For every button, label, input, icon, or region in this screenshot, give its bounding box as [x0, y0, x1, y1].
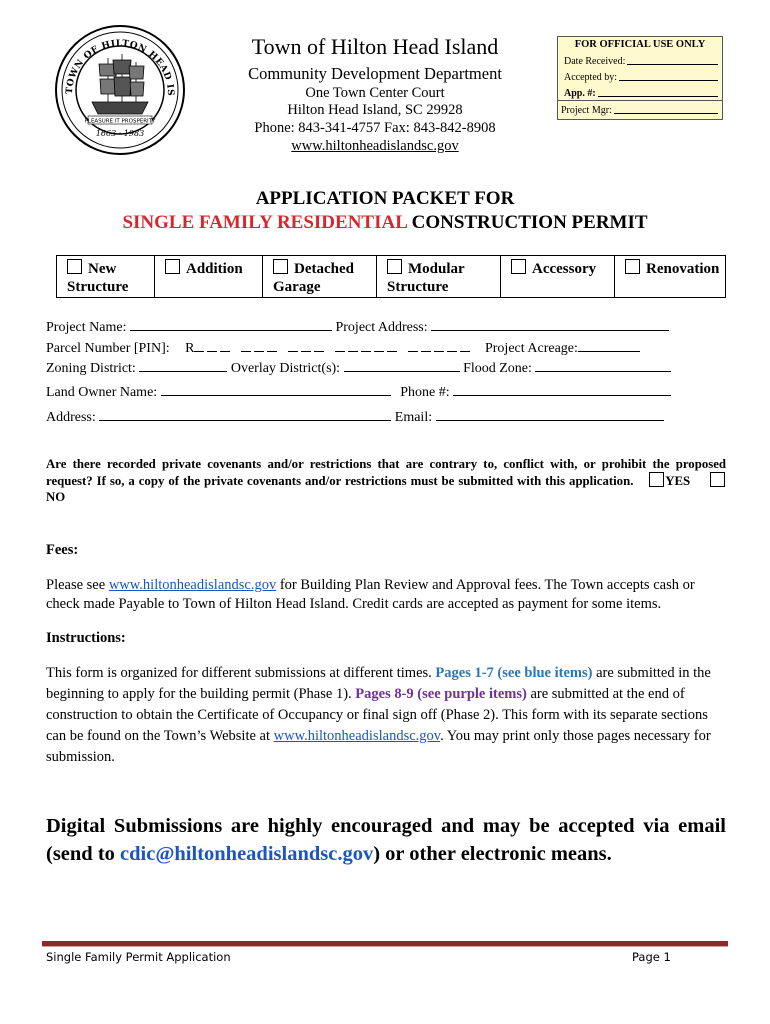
- type-label: Garage: [273, 279, 321, 295]
- owner-email-input[interactable]: [436, 408, 664, 421]
- instructions-paragraph: [46, 663, 726, 768]
- type-label: Detached: [294, 261, 354, 277]
- type-modular-structure[interactable]: [377, 256, 501, 297]
- type-label: Accessory: [532, 261, 597, 277]
- type-detached-garage[interactable]: [263, 256, 377, 297]
- official-use-title: FOR OFFICIAL USE ONLY: [574, 39, 706, 50]
- footer-page-number: Page 1: [632, 950, 671, 964]
- digital-text: ) or other electronic means.: [373, 843, 612, 865]
- project-name-input[interactable]: [130, 318, 332, 331]
- project-acreage-input[interactable]: [578, 339, 640, 352]
- type-label: Structure: [387, 279, 449, 295]
- land-owner-label: Land Owner Name:: [46, 385, 158, 400]
- footer-form-name: Single Family Permit Application: [46, 950, 231, 964]
- overlay-districts-input[interactable]: [344, 359, 460, 372]
- project-mgr-label: Project Mgr:: [561, 105, 612, 116]
- phase1-pages: Pages 1-7 (see blue items): [435, 665, 593, 681]
- parcel-row: [46, 339, 640, 357]
- parcel-input[interactable]: [408, 339, 473, 357]
- zoning-district-input[interactable]: [139, 359, 227, 372]
- address-row: [46, 408, 664, 426]
- owner-row: [46, 383, 671, 401]
- type-label: Modular: [408, 261, 465, 277]
- new-structure-checkbox[interactable]: [67, 259, 82, 274]
- town-title: Town of Hilton Head Island: [251, 34, 499, 59]
- parcel-input[interactable]: [288, 339, 327, 357]
- parcel-input[interactable]: [194, 339, 233, 357]
- covenant-no-label: NO: [46, 490, 66, 504]
- town-seal-logo: [52, 24, 188, 156]
- svg-text:TOWN OF HILTON HEAD ISLAND SOU: TOWN OF HILTON HEAD IS: [64, 38, 176, 97]
- flood-zone-label: Flood Zone:: [463, 361, 532, 376]
- digital-submissions-note: [46, 812, 726, 868]
- zoning-row: [46, 359, 671, 377]
- fees-text: Please see: [46, 577, 109, 593]
- modular-structure-checkbox[interactable]: [387, 259, 402, 274]
- type-label: Structure: [67, 279, 129, 295]
- covenant-yes-label: YES: [665, 474, 691, 488]
- app-number-field[interactable]: [564, 88, 718, 99]
- instructions-text: This form is organized for different submissions at different times.: [46, 665, 436, 681]
- address-line-1: One Town Center Court: [305, 85, 445, 101]
- detached-garage-checkbox[interactable]: [273, 259, 288, 274]
- instructions-text: are submitted in the beginning to apply for the building permit (Phase 1).: [46, 665, 711, 702]
- website-link[interactable]: www.hiltonheadislandsc.gov: [291, 138, 459, 154]
- parcel-prefix: R: [185, 341, 195, 356]
- svg-text:1663 · 1983: 1663 · 1983: [95, 129, 145, 138]
- flood-zone-input[interactable]: [535, 359, 671, 372]
- covenant-no-checkbox[interactable]: [710, 472, 725, 487]
- official-use-box: [557, 36, 723, 120]
- project-acreage-label: Project Acreage:: [484, 341, 578, 356]
- project-row: [46, 318, 669, 336]
- type-addition[interactable]: [155, 256, 263, 297]
- covenant-text: Are there recorded private covenants and/or restrictions that are contrary to, conflict with, or prohibit the proposed request? If so, a copy of the private covenants and/or restrictions must be submitted with this application.: [46, 457, 726, 488]
- date-received-label: Date Received:: [564, 56, 626, 67]
- digital-text: Digital Submissions are highly encouraged and may be accepted via email (send to: [46, 815, 726, 865]
- type-label: Renovation: [646, 261, 720, 277]
- parcel-number-label: Parcel Number [PIN]:: [46, 341, 170, 356]
- app-number-label: App. #:: [564, 88, 596, 99]
- official-box-divider: [558, 100, 722, 101]
- owner-email-label: Email:: [394, 410, 433, 425]
- land-owner-input[interactable]: [161, 383, 391, 396]
- type-label: Addition: [186, 261, 243, 277]
- owner-address-input[interactable]: [99, 408, 391, 421]
- submission-email-link[interactable]: cdic@hiltonheadislandsc.gov: [120, 843, 374, 865]
- accepted-by-label: Accepted by:: [564, 72, 618, 83]
- zoning-district-label: Zoning District:: [46, 361, 136, 376]
- type-accessory[interactable]: [501, 256, 615, 297]
- covenant-yes-checkbox[interactable]: [649, 472, 664, 487]
- renovation-checkbox[interactable]: [625, 259, 640, 274]
- accepted-by-field[interactable]: [564, 72, 718, 83]
- owner-phone-input[interactable]: [453, 383, 671, 396]
- owner-address-label: Address:: [46, 410, 96, 425]
- instructions-heading: Instructions:: [46, 630, 126, 646]
- fees-text: for Building Plan Review and Approval fees. The Town accepts cash or check made Payable to Town of Hilton Head Island. Credit cards are accepted as payment for some items.: [46, 577, 695, 612]
- parcel-input[interactable]: [335, 339, 400, 357]
- footer-divider: [42, 941, 728, 947]
- department-name: Community Development Department: [248, 64, 502, 83]
- addition-checkbox[interactable]: [165, 259, 180, 274]
- instructions-text: are submitted at the end of construction to obtain the Certificate of Occupancy or final sign off (Phase 2). This form with its separate sections can be found on the Town’s Website at: [46, 686, 708, 744]
- project-address-label: Project Address:: [335, 320, 428, 335]
- address-line-2: Hilton Head Island, SC 29928: [287, 102, 463, 118]
- accessory-checkbox[interactable]: [511, 259, 526, 274]
- owner-phone-label: Phone #:: [400, 385, 450, 400]
- permit-title: [0, 212, 770, 234]
- fees-website-link[interactable]: www.hiltonheadislandsc.gov: [108, 577, 277, 593]
- type-label: New: [88, 261, 117, 277]
- instructions-text: . You may print only those pages necessary for submission.: [46, 728, 711, 765]
- svg-text:PLEASURE IT PROSPERITY: PLEASURE IT PROSPERITY: [84, 118, 156, 125]
- project-mgr-field[interactable]: [561, 105, 718, 116]
- phase2-pages: Pages 8-9 (see purple items): [355, 686, 527, 702]
- date-received-field[interactable]: [564, 56, 718, 67]
- permit-title-rest: CONSTRUCTION PERMIT: [406, 212, 648, 233]
- project-name-label: Project Name:: [46, 320, 127, 335]
- phone-fax: Phone: 843-341-4757 Fax: 843-842-8908: [254, 120, 496, 136]
- type-new-structure[interactable]: [57, 256, 155, 297]
- overlay-districts-label: Overlay District(s):: [230, 361, 341, 376]
- permit-type-table: [56, 255, 726, 298]
- project-address-input[interactable]: [431, 318, 669, 331]
- fees-paragraph: [46, 576, 726, 614]
- covenant-question: [46, 456, 726, 505]
- parcel-input[interactable]: [241, 339, 280, 357]
- type-renovation[interactable]: [615, 256, 725, 297]
- packet-title: APPLICATION PACKET FOR: [255, 188, 515, 209]
- permit-title-highlight: SINGLE FAMILY RESIDENTIAL: [122, 212, 407, 233]
- fees-heading: Fees:: [46, 542, 79, 558]
- instructions-website-link[interactable]: www.hiltonheadislandsc.gov: [273, 728, 441, 744]
